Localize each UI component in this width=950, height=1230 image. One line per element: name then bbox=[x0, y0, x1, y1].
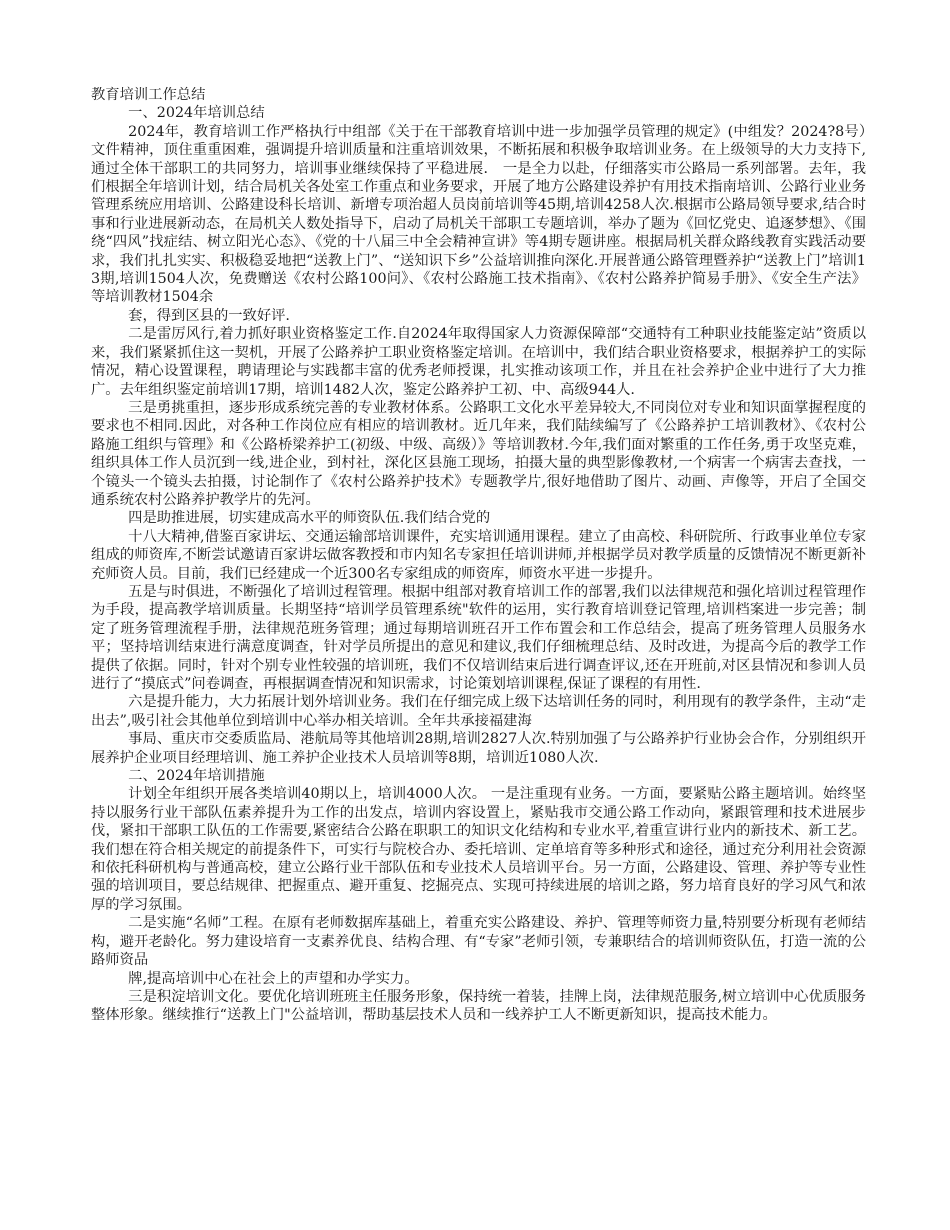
section-heading: 一、2024年培训总结 bbox=[128, 105, 265, 122]
paragraph: 事局、重庆市交委质监局、港航局等其他培训28期,培训2827人次.特别加强了与公路养护行业协会合作，分别组织开展养护企业项目经理培训、施工养护企业技术人员培训等8期，培训近1080人次. bbox=[91, 731, 866, 766]
paragraph: 2024年，教育培训工作严格执行中组部《关于在干部教育培训中进一步加强学员管理的规定》(中组发？2024?8号）文件精神，顶住重重困难，强调提升培训质量和注重培训效果，不断拓展和积极争取培训业务。在上级领导的大力支持下,通过全体干部职工的共同努力，培训事业继续保持了平稳进展． 一是全力以赴，仔细落实市公路局一系列部署。去年，我们根据全年培训计划，结合局机关各处室工作重点和业务要求，开展了地方公路建设养护有用技术指南培训、公路行业业务管理系统应用培训、公路建设科长培训、新增专项治超人员岗前培训等45期,培训4258人次.根据市公路局领导要求,结合时事和行业进展新动态，在局机关人数处指导下，启动了局机关干部职工专题培训，举办了题为《回忆党史、追逐梦想》、《围绕“四风”找症结、树立阳光心态》、《党的十八届三中全会精神宣讲》等4期专题讲座。根据局机关群众路线教育实践活动要求，我们扎扎实实、积极稳妥地把“送教上门”、“送知识下乡”公益培训推向深化.开展普通公路管理暨养护“送教上门”培训13期,培训1504人次，免费赠送《农村公路100问》、《农村公路施工技术指南》、《农村公路养护简易手册》、《安全生产法》等培训教材1504余 bbox=[91, 123, 866, 306]
paragraph: 三是勇挑重担，逐步形成系统完善的专业教材体系。公路职工文化水平差异较大,不同岗位对专业和知识面掌握程度的要求也不相同.因此，对各种工作岗位应有相应的培训教材。近几年来，我们陆续编写了《公路养护工培训教材》、《农村公路施工组织与管理》和《公路桥梁养护工(初级、中级、高级）》等培训教材.今年,我们面对繁重的工作任务,勇于攻坚克难，组织具体工作人员沉到一线,进企业，到村社，深化区县施工现场，拍摄大量的典型影像教材,一个病害一个病害去查找，一个镜头一个镜头去拍摄，讨论制作了《农村公路养护技术》专题教学片,很好地借助了图片、动画、声像等，开启了全国交通系统农村公路养护教学片的先河。 bbox=[91, 399, 866, 508]
paragraph: 三是积淀培训文化。要优化培训班班主任服务形象，保持统一着装，挂牌上岗，法律规范服务,树立培训中心优质服务整体形象。继续推行“送教上门"公益培训，帮助基层技术人员和一线养护工人不断更新知识，提高技术能力。 bbox=[91, 988, 866, 1024]
paragraph: 二是雷厉风行,着力抓好职业资格鉴定工作.自2024年取得国家人力资源保障部“交通特有工种职业技能鉴定站”资质以来，我们紧紧抓住这一契机，开展了公路养护工职业资格鉴定培训。在培训中，我们结合职业资格要求，根据养护工的实际情况，精心设置课程，聘请理论与实践都丰富的优秀老师授课，扎实推动该项工作，并且在社会养护企业中进行了大力推广。去年组织鉴定前培训17期，培训1482人次，鉴定公路养护工初、中、高级944人. bbox=[91, 326, 866, 398]
paragraph: 套，得到区县的一致好评. bbox=[128, 307, 290, 324]
paragraph: 五是与时俱进，不断强化了培训过程管理。根据中组部对教育培训工作的部署,我们以法律规范和强化培训过程管理作为手段，提高教学培训质量。长期坚持“培训学员管理系统"软件的运用，实行教育培训登记管理,培训档案进一步完善；制定了班务管理流程手册，法律规范班务管理；通过每期培训班召开工作布置会和工作总结会，提高了班务管理人员服务水平；坚持培训结束进行满意度调查，针对学员所提出的意见和建议,我们仔细梳理总结、及时改进，为提高今后的教学工作提供了依据。同时，针对个别专业性较强的培训班，我们不仅培训结束后进行调查评议,还在开班前,对区县情况和参训人员进行了“摸底式”问卷调查，再根据调查情况和知识需求，讨论策划培训课程,保证了课程的有用性. bbox=[91, 583, 866, 692]
section-heading: 二、2024年培训措施 bbox=[128, 768, 265, 785]
paragraph: 二是实施“名师”工程。在原有老师数据库基础上，着重充实公路建设、养护、管理等师资力量,特别要分析现有老师结构，避开老龄化。努力建设培育一支素养优良、结构合理、有“专家”老师引领，专兼职结合的培训师资队伍，打造一流的公路师资品 bbox=[91, 915, 866, 969]
paragraph: 牌,提高培训中心在社会上的声望和办学实力。 bbox=[128, 970, 419, 987]
paragraph: 计划全年组织开展各类培训40期以上，培训4000人次。 一是注重现有业务。一方面，要紧贴公路主题培训。始终坚持以服务行业干部队伍素养提升为工作的出发点，培训内容设置上，紧贴我市交通公路工作动向，紧跟管理和技术进展步伐，紧扣干部职工队伍的工作需要,紧密结合公路在职职工的知识文化结构和专业水平,着重宣讲行业内的新技术、新工艺。我们想在符合相关规定的前提条件下，可实行与院校合办、委托培训、定单培育等多种形式和途径，通过充分利用社会资源和依托科研机构与普通高校，建立公路行业干部队伍和专业技术人员培训平台。另一方面，公路建设、管理、养护等专业性强的培训项目，要总结规律、把握重点、避开重复、挖掘亮点、实现可持续进展的培训之路，努力培育良好的学习风气和浓厚的学习氛围。 bbox=[91, 786, 866, 913]
paragraph: 十八大精神,借鉴百家讲坛、交通运输部培训课件，充实培训通用课程。建立了由高校、科研院所、行政事业单位专家组成的师资库,不断尝试邀请百家讲坛做客教授和市内知名专家担任培训讲师,并根据学员对教学质量的反馈情况不断更新补充师资人员。目前，我们已经建成一个近300名专家组成的师资库，师资水平进一步提升。 bbox=[91, 528, 866, 582]
document-title: 教育培训工作总结 bbox=[91, 87, 206, 103]
paragraph: 四是助推进展，切实建成高水平的师资队伍.我们结合党的 bbox=[128, 510, 491, 527]
paragraph: 六是提升能力，大力拓展计划外培训业务。我们在仔细完成上级下达培训任务的同时，利用现有的教学条件，主动“走出去”,吸引社会其他单位到培训中心举办相关培训。全年共承接福建海 bbox=[91, 694, 866, 729]
